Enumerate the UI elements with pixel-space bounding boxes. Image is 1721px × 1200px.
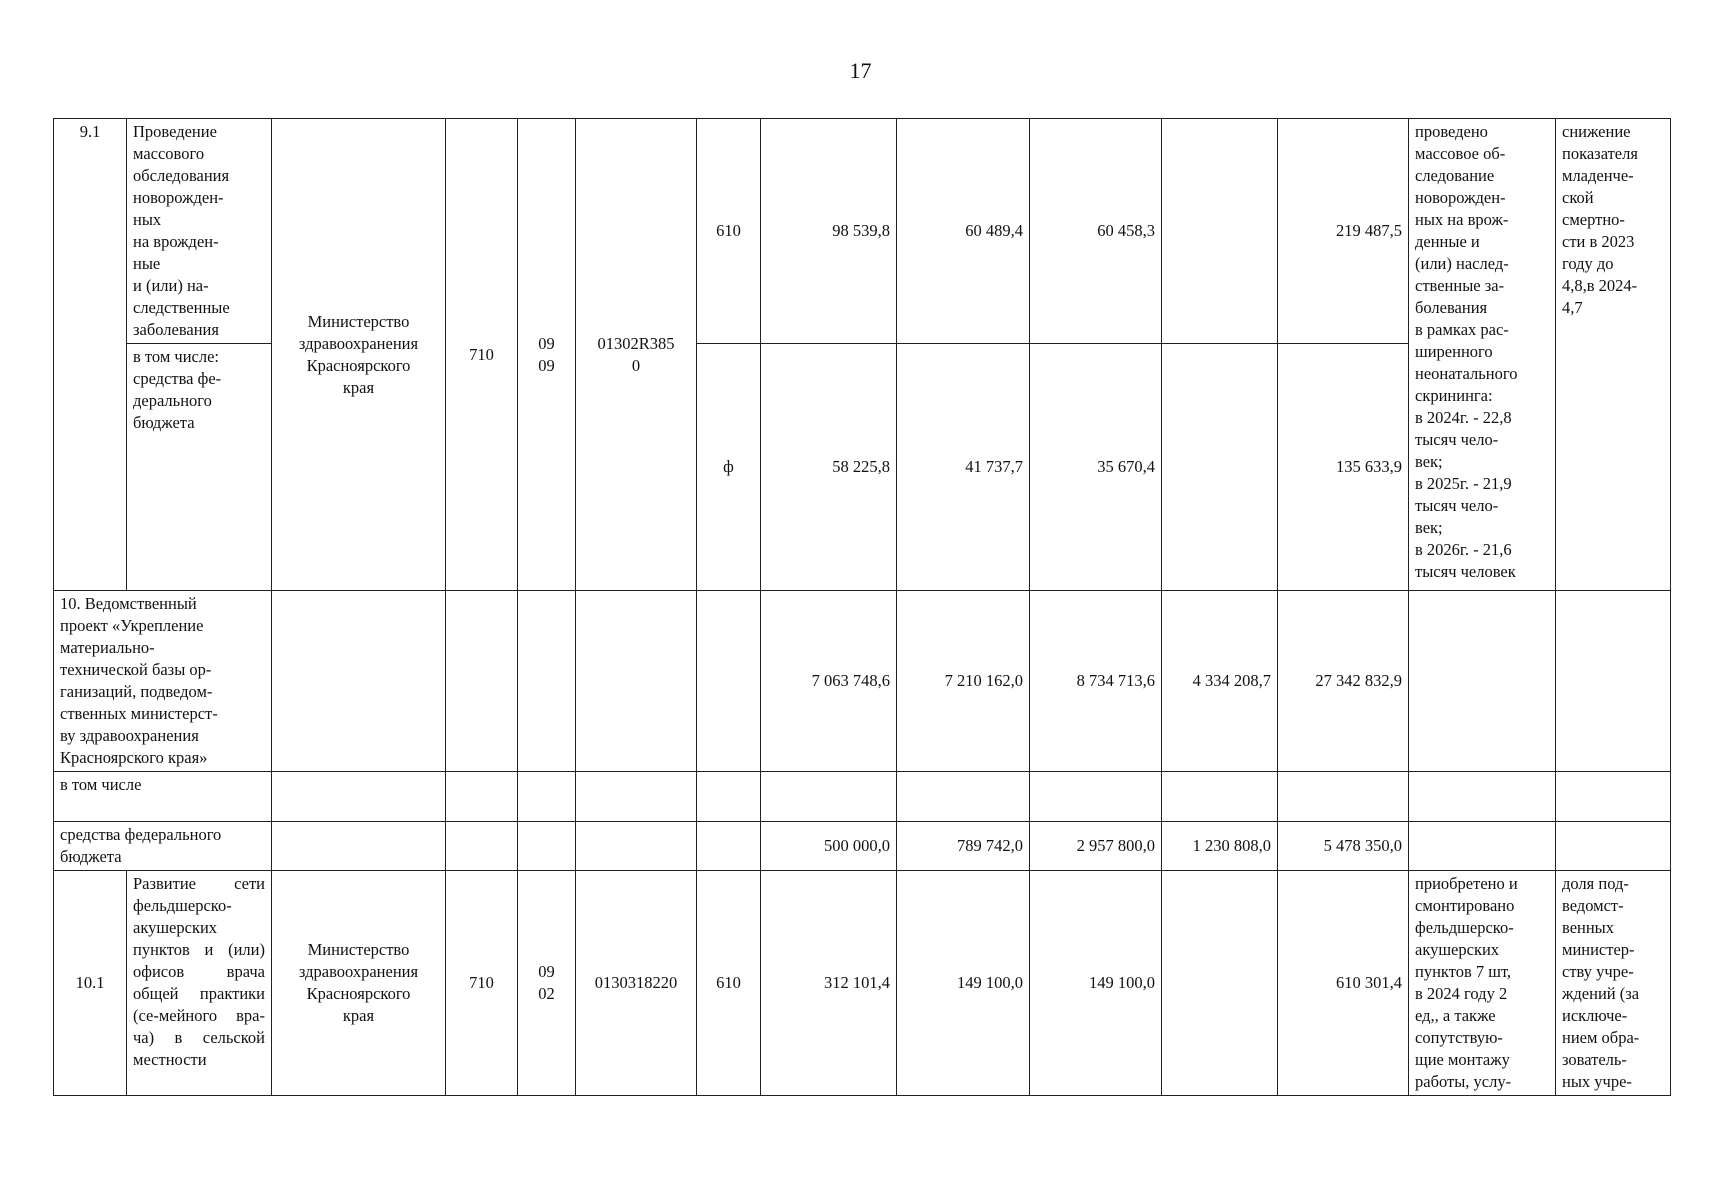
amount-2027 — [1162, 119, 1278, 344]
project-title: 10. Ведомственный проект «Укрепление материально- технической базы ор- ганизаций, подведом- ственных министерст- ву здравоохранения Красноярского края» — [54, 591, 272, 772]
row-number: 9.1 — [54, 119, 127, 591]
amount-2024: 312 101,4 — [761, 871, 897, 1096]
expense-type-code: 610 — [697, 871, 761, 1096]
including-label: в том числе — [54, 772, 272, 822]
amount-total: 5 478 350,0 — [1278, 822, 1409, 871]
expense-type-code: 610 — [697, 119, 761, 344]
amount-2027: 1 230 808,0 — [1162, 822, 1278, 871]
target-indicator: снижение показателя младенче- ской смертно- сти в 2023 году до 4,8,в 2024- 4,7 — [1556, 119, 1671, 591]
section-code: 09 02 — [518, 871, 576, 1096]
event-title: Проведение массового обследования новорожден- ных на врожден- ные и (или) на- следственные заболевания — [127, 119, 272, 344]
amount-2027 — [1162, 344, 1278, 591]
amount-2024: 58 225,8 — [761, 344, 897, 591]
amount-2025: 789 742,0 — [897, 822, 1030, 871]
table-row — [54, 772, 1671, 822]
amount-2025: 41 737,7 — [897, 344, 1030, 591]
amount-2025: 149 100,0 — [897, 871, 1030, 1096]
target-article-code: 01302R385 0 — [576, 119, 697, 591]
expected-result: приобретено и смонтировано фельдшерско- акушерских пунктов 7 шт, в 2024 году 2 ед,, а также сопутствую- щие монтажу работы, услу- — [1409, 871, 1556, 1096]
target-article-code: 0130318220 — [576, 871, 697, 1096]
event-subtitle: в том числе: средства фе- дерального бюджета — [127, 344, 272, 591]
amount-2024: 500 000,0 — [761, 822, 897, 871]
expense-type-code: ф — [697, 344, 761, 591]
amount-2025: 60 489,4 — [897, 119, 1030, 344]
amount-2026: 149 100,0 — [1030, 871, 1162, 1096]
grbs-code: 710 — [446, 119, 518, 591]
row-number: 10.1 — [54, 871, 127, 1096]
grbs-code: 710 — [446, 871, 518, 1096]
federal-budget-label: средства федерального бюджета — [54, 822, 272, 871]
amount-total: 219 487,5 — [1278, 119, 1409, 344]
ministry-name: Министерство здравоохранения Красноярского края — [272, 119, 446, 591]
page-number: 17 — [849, 58, 872, 83]
amount-total: 610 301,4 — [1278, 871, 1409, 1096]
target-indicator: доля под- ведомст- венных министер- ству учре- ждений (за исключе- нием обра- зователь- ных учре- — [1556, 871, 1671, 1096]
amount-2026: 8 734 713,6 — [1030, 591, 1162, 772]
table-row — [54, 591, 1671, 772]
amount-2026: 2 957 800,0 — [1030, 822, 1162, 871]
amount-2027: 4 334 208,7 — [1162, 591, 1278, 772]
table-row — [54, 119, 1671, 344]
amount-2024: 7 063 748,6 — [761, 591, 897, 772]
expected-result: проведено массовое об- следование новорожден- ных на врож- денные и (или) наслед- ственные за- болевания в рамках рас- ширенного неонатального скрининга: в 2024г. - 22,8 тысяч чело- век; в 2025г. - 21,9 тысяч чело- век; в 2026г. - 21,6 тысяч человек — [1409, 119, 1556, 591]
table-row — [54, 871, 1671, 1096]
amount-2027 — [1162, 871, 1278, 1096]
table-row — [54, 822, 1671, 871]
amount-2024: 98 539,8 — [761, 119, 897, 344]
event-title: Развитие сети фельдшерско-акушерских пунктов и (или) офисов врача общей практики (се-мейного вра-ча) в сельской местности — [127, 871, 272, 1096]
amount-total: 135 633,9 — [1278, 344, 1409, 591]
amount-total: 27 342 832,9 — [1278, 591, 1409, 772]
budget-table — [53, 118, 1671, 1096]
amount-2026: 60 458,3 — [1030, 119, 1162, 344]
ministry-name: Министерство здравоохранения Красноярского края — [272, 871, 446, 1096]
section-code: 09 09 — [518, 119, 576, 591]
amount-2026: 35 670,4 — [1030, 344, 1162, 591]
amount-2025: 7 210 162,0 — [897, 591, 1030, 772]
